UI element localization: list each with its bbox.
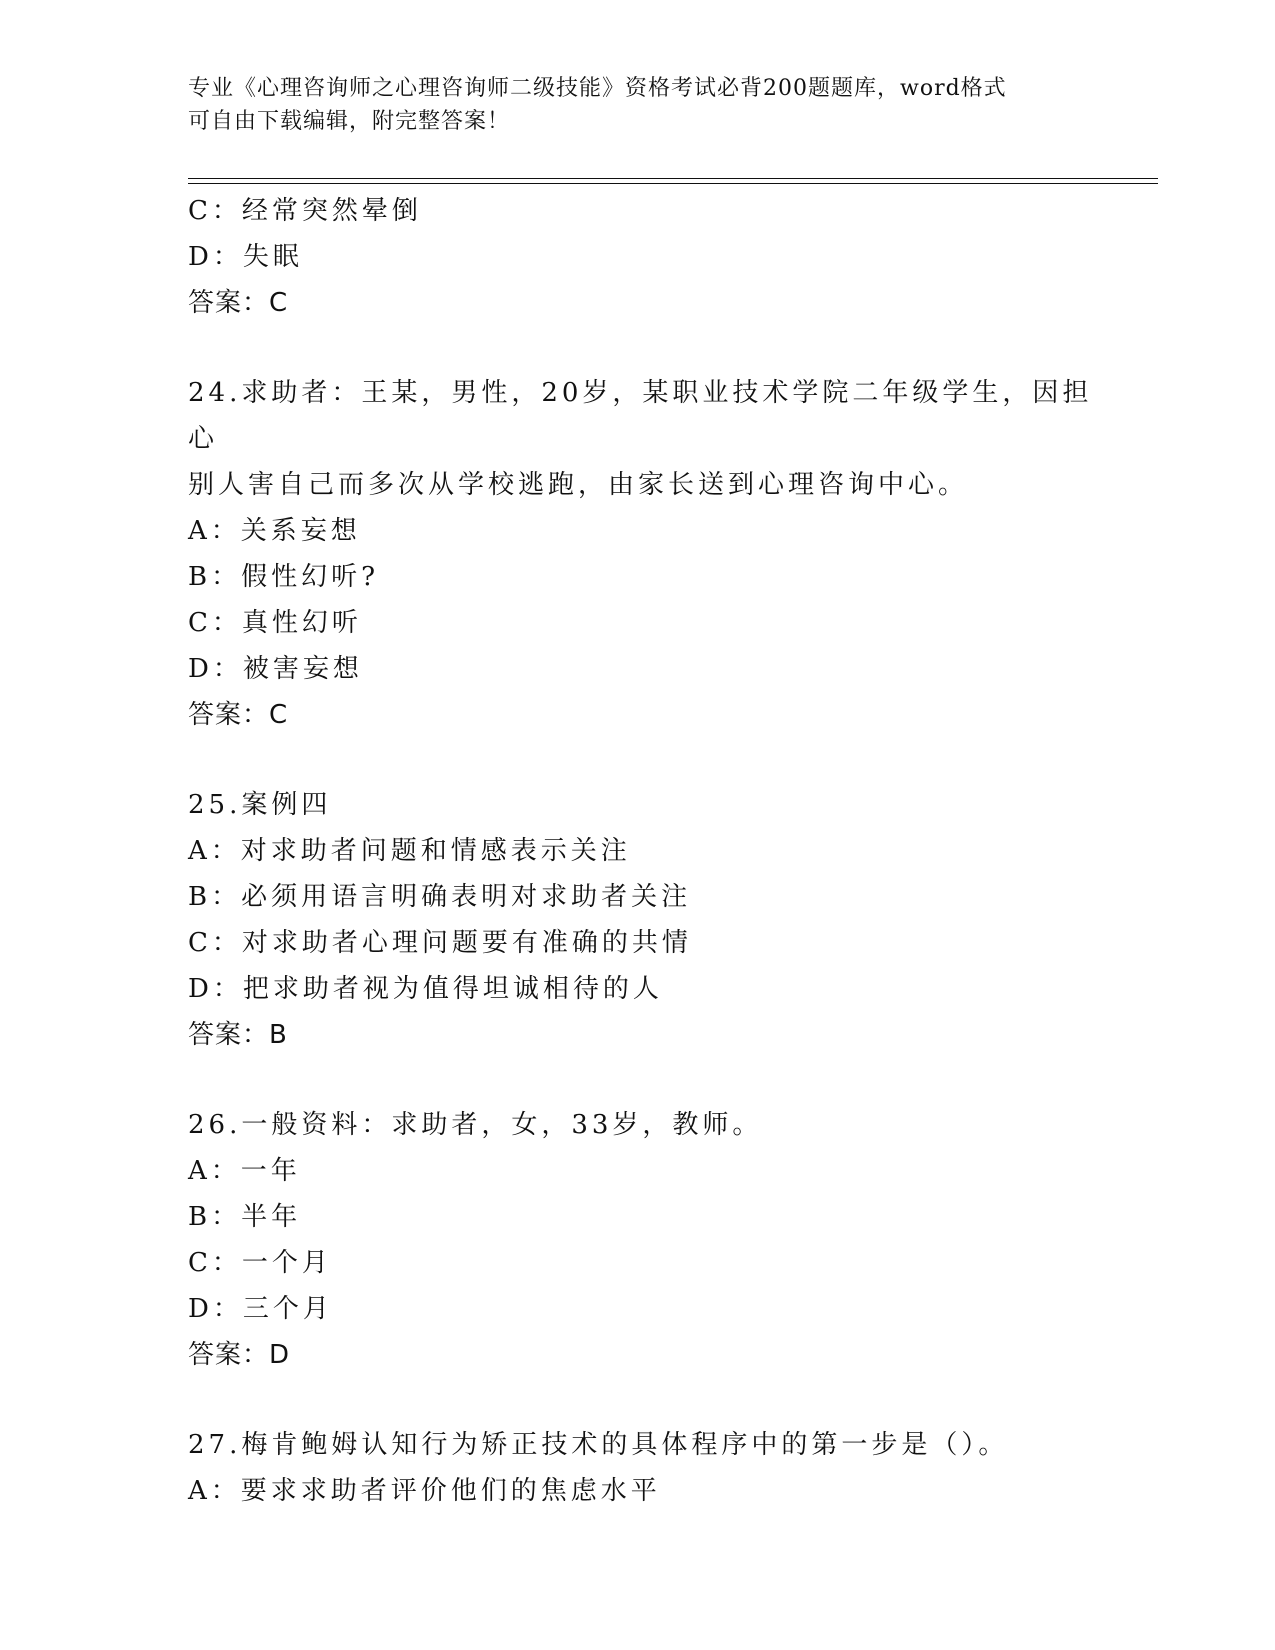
question-fragment [188,188,1118,326]
option-b: B：假性幻听? [188,562,380,592]
option-a: A：关系妄想 [188,516,361,546]
option-d: D：失眠 [188,242,303,272]
option-c: C：真性幻听 [188,608,362,638]
question-24 [188,370,1118,738]
header-divider-top [188,178,1158,179]
question-stem-line: 别人害自己而多次从学校逃跑，由家长送到心理咨询中心。 [188,470,969,500]
document-header [188,72,1088,138]
option-d: D：三个月 [188,1294,333,1324]
header-line-2: 可自由下载编辑，附完整答案！ [188,109,511,134]
answer-line: 答案：D [188,1340,291,1370]
question-25 [188,782,1118,1058]
question-27 [188,1422,1118,1514]
option-a: A：要求求助者评价他们的焦虑水平 [188,1476,661,1506]
option-c: C：对求助者心理问题要有准确的共情 [188,928,692,958]
header-divider-bottom [188,183,1158,184]
answer-line: 答案：C [188,288,289,318]
option-b: B：必须用语言明确表明对求助者关注 [188,882,692,912]
option-a: A：一年 [188,1156,301,1186]
question-stem-line: 25.案例四 [188,790,332,820]
option-c: C：经常突然晕倒 [188,196,422,226]
answer-line: 答案：C [188,700,289,730]
header-line-1: 专业《心理咨询师之心理咨询师二级技能》资格考试必背200题题库，word格式 [188,76,1007,101]
option-b: B：半年 [188,1202,302,1232]
question-stem-line: 24.求助者：王某，男性，20岁，某职业技术学院二年级学生，因担心 [188,378,1093,454]
answer-line: 答案：B [188,1020,288,1050]
option-c: C：一个月 [188,1248,332,1278]
question-stem-line: 27.梅肯鲍姆认知行为矫正技术的具体程序中的第一步是（）。 [188,1430,1009,1460]
option-d: D：被害妄想 [188,654,363,684]
option-d: D：把求助者视为值得坦诚相待的人 [188,974,663,1004]
question-26 [188,1102,1118,1378]
question-stem-line: 26.一般资料：求助者，女，33岁，教师。 [188,1110,763,1140]
option-a: A：对求助者问题和情感表示关注 [188,836,631,866]
question-list [188,188,1118,1514]
